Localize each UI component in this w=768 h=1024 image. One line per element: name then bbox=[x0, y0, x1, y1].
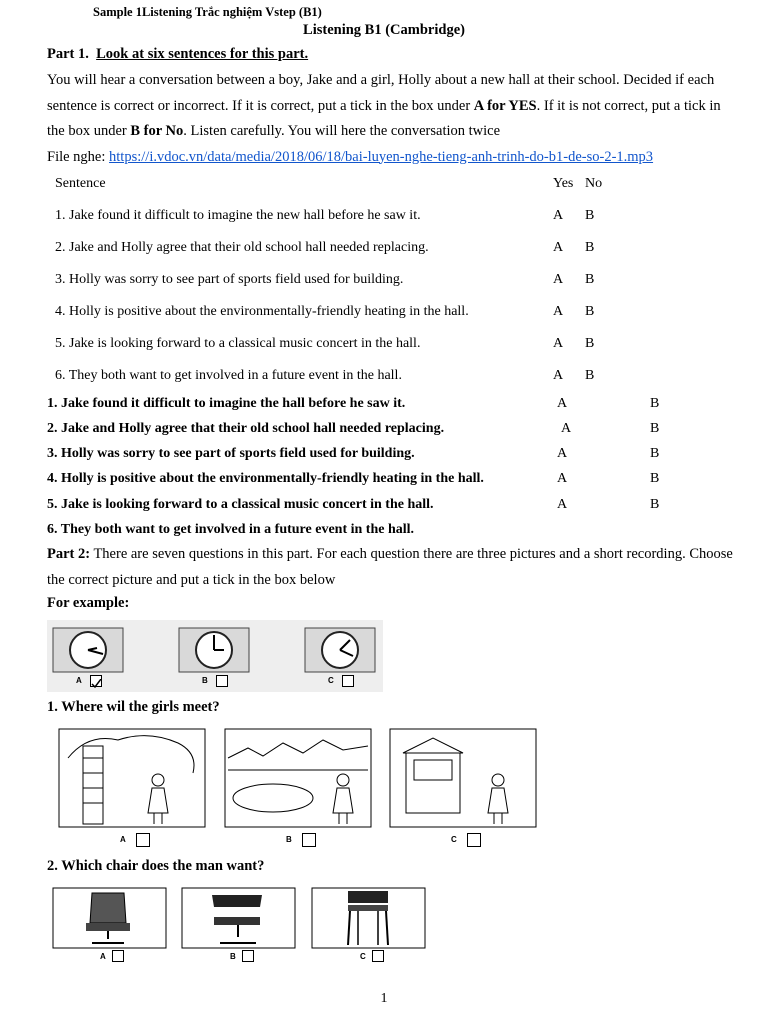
q1-option-a-label: A bbox=[120, 835, 126, 844]
list-item-option-a[interactable]: A bbox=[557, 497, 568, 512]
list-item-text: 2. Jake and Holly agree that their old school hall needed replacing. bbox=[47, 421, 445, 436]
question-2: 2. Which chair does the man want? bbox=[47, 858, 265, 874]
col-sentence-header: Sentence bbox=[55, 176, 106, 191]
list-item-option-b[interactable]: B bbox=[650, 446, 660, 461]
file-label: File nghe: bbox=[47, 148, 110, 165]
low-back-chair-picture-icon bbox=[182, 888, 295, 948]
list-item-text: 6. They both want to get involved in a future event in the hall. bbox=[47, 522, 415, 537]
gate-park-picture-icon bbox=[59, 729, 205, 827]
q2-checkbox-b[interactable] bbox=[242, 950, 254, 962]
intro-text-e: . Listen carefully. You will here the conversation twice bbox=[183, 123, 501, 139]
office-chair-picture-icon bbox=[53, 888, 166, 948]
q1-checkbox-b[interactable] bbox=[302, 833, 316, 847]
list-item-option-a[interactable]: A bbox=[561, 421, 572, 436]
table-row bbox=[55, 272, 635, 292]
list-item-text: 1. Jake found it difficult to imagine the hall before he saw it. bbox=[47, 396, 406, 411]
table-cell-yes[interactable]: A bbox=[553, 304, 564, 319]
example-label: For example: bbox=[47, 595, 130, 611]
q1-checkbox-c[interactable] bbox=[467, 833, 481, 847]
q1-option-c-label: C bbox=[451, 835, 457, 844]
intro-text-d: B for No bbox=[130, 123, 184, 139]
table-cell-sentence: 5. Jake is looking forward to a classical music concert in the hall. bbox=[55, 336, 421, 351]
question-1: 1. Where wil the girls meet? bbox=[47, 699, 220, 715]
list-item-text: 5. Jake is looking forward to a classical music concert in the hall. bbox=[47, 497, 434, 512]
example-checkbox-b[interactable] bbox=[216, 675, 228, 687]
table-header-row bbox=[55, 176, 635, 196]
example-option-a-label: A bbox=[76, 676, 82, 685]
table-row bbox=[55, 368, 635, 388]
bar-stool-picture-icon bbox=[312, 888, 425, 948]
part2-intro bbox=[47, 542, 737, 593]
part2-text: There are seven questions in this part. For each question there are three pictures and a short recording. Choose the correct picture and put a tick in the box below bbox=[47, 546, 733, 588]
intro-text-b: A for YES bbox=[473, 97, 537, 114]
kiosk-picture-icon bbox=[390, 729, 536, 827]
part1-instruction: Look at six sentences for this part. bbox=[96, 46, 309, 62]
list-item bbox=[47, 396, 747, 416]
table-cell-sentence: 1. Jake found it difficult to imagine the new hall before he saw it. bbox=[55, 208, 421, 223]
part1-intro bbox=[47, 68, 737, 170]
table-cell-sentence: 3. Holly was sorry to see part of sports field used for building. bbox=[55, 272, 404, 287]
lake-park-picture-icon bbox=[225, 729, 371, 827]
table-cell-yes[interactable]: A bbox=[553, 272, 564, 287]
q2-option-c-label: C bbox=[360, 952, 366, 961]
clock-a-icon bbox=[53, 628, 123, 672]
table-row bbox=[55, 304, 635, 324]
example-option-c-label: C bbox=[328, 676, 334, 685]
meeting-place-images bbox=[58, 728, 538, 830]
table-cell-yes[interactable]: A bbox=[553, 208, 564, 223]
list-item-option-a[interactable]: A bbox=[557, 446, 568, 461]
list-item bbox=[47, 497, 747, 517]
q1-option-b-label: B bbox=[286, 835, 292, 844]
q2-checkbox-c[interactable] bbox=[372, 950, 384, 962]
table-row bbox=[55, 336, 635, 356]
question-2-pictures bbox=[52, 887, 430, 963]
col-no-header: No bbox=[585, 176, 603, 191]
list-item bbox=[47, 421, 747, 441]
list-item-option-b[interactable]: B bbox=[650, 497, 660, 512]
part1-label: Part 1. bbox=[47, 46, 89, 62]
q1-checkbox-a[interactable] bbox=[136, 833, 150, 847]
page-number: 1 bbox=[380, 991, 388, 1006]
table-cell-yes[interactable]: A bbox=[553, 368, 564, 383]
list-item-option-b[interactable]: B bbox=[650, 471, 660, 486]
document-header: Sample 1Listening Trắc nghiệm Vstep (B1) bbox=[93, 5, 322, 19]
list-item-text: 4. Holly is positive about the environmentally-friendly heating in the hall. bbox=[47, 471, 484, 486]
part1-heading bbox=[47, 46, 308, 63]
audio-file-link[interactable]: https://i.vdoc.vn/data/media/2018/06/18/bai-luyen-nghe-tieng-anh-trinh-do-b1-de-so-2-1.mp3 bbox=[109, 148, 654, 165]
question-1-pictures bbox=[58, 728, 538, 850]
list-item-option-a[interactable]: A bbox=[557, 471, 568, 486]
list-item-option-b[interactable]: B bbox=[650, 421, 660, 436]
table-cell-yes[interactable]: A bbox=[553, 336, 564, 351]
q2-option-b-label: B bbox=[230, 952, 236, 961]
example-checkbox-a[interactable] bbox=[90, 675, 102, 687]
part2-label: Part 2: bbox=[47, 546, 91, 562]
table-cell-yes[interactable]: A bbox=[553, 240, 564, 255]
table-cell-sentence: 6. They both want to get involved in a future event in the hall. bbox=[55, 368, 402, 383]
example-checkbox-c[interactable] bbox=[342, 675, 354, 687]
table-cell-sentence: 4. Holly is positive about the environmentally-friendly heating in the hall. bbox=[55, 304, 469, 319]
intro-text-a: You will hear a conversation between a boy, Jake and a girl, Holly about a new hall at their school. Decided if each sentence is correct or incorrect. If it is correct, put a tick in the box under bbox=[47, 72, 715, 114]
checkmark-icon bbox=[91, 679, 101, 689]
table-cell-no[interactable]: B bbox=[585, 240, 595, 255]
table-cell-no[interactable]: B bbox=[585, 208, 595, 223]
clock-b-icon bbox=[179, 628, 249, 672]
list-item-option-b[interactable]: B bbox=[650, 396, 660, 411]
table-cell-no[interactable]: B bbox=[585, 304, 595, 319]
col-yes-header: Yes bbox=[553, 176, 574, 191]
list-item-text: 3. Holly was sorry to see part of sports field used for building. bbox=[47, 446, 415, 461]
list-item-option-a[interactable]: A bbox=[557, 396, 568, 411]
chair-images bbox=[52, 887, 430, 949]
q2-option-a-label: A bbox=[100, 952, 106, 961]
table-row bbox=[55, 240, 635, 260]
list-item bbox=[47, 522, 747, 542]
example-option-b-label: B bbox=[202, 676, 208, 685]
table-row bbox=[55, 208, 635, 228]
example-clocks-figure bbox=[47, 620, 383, 692]
clock-c-icon bbox=[305, 628, 375, 672]
list-item bbox=[47, 471, 747, 491]
q2-checkbox-a[interactable] bbox=[112, 950, 124, 962]
table-cell-no[interactable]: B bbox=[585, 272, 595, 287]
list-item bbox=[47, 446, 747, 466]
table-cell-sentence: 2. Jake and Holly agree that their old school hall needed replacing. bbox=[55, 240, 429, 255]
document-title: Listening B1 (Cambridge) bbox=[303, 22, 465, 38]
table-cell-no[interactable]: B bbox=[585, 336, 595, 351]
intro-text-c: . If it is not correct, put a tick in the box under bbox=[47, 97, 721, 139]
table-cell-no[interactable]: B bbox=[585, 368, 595, 383]
